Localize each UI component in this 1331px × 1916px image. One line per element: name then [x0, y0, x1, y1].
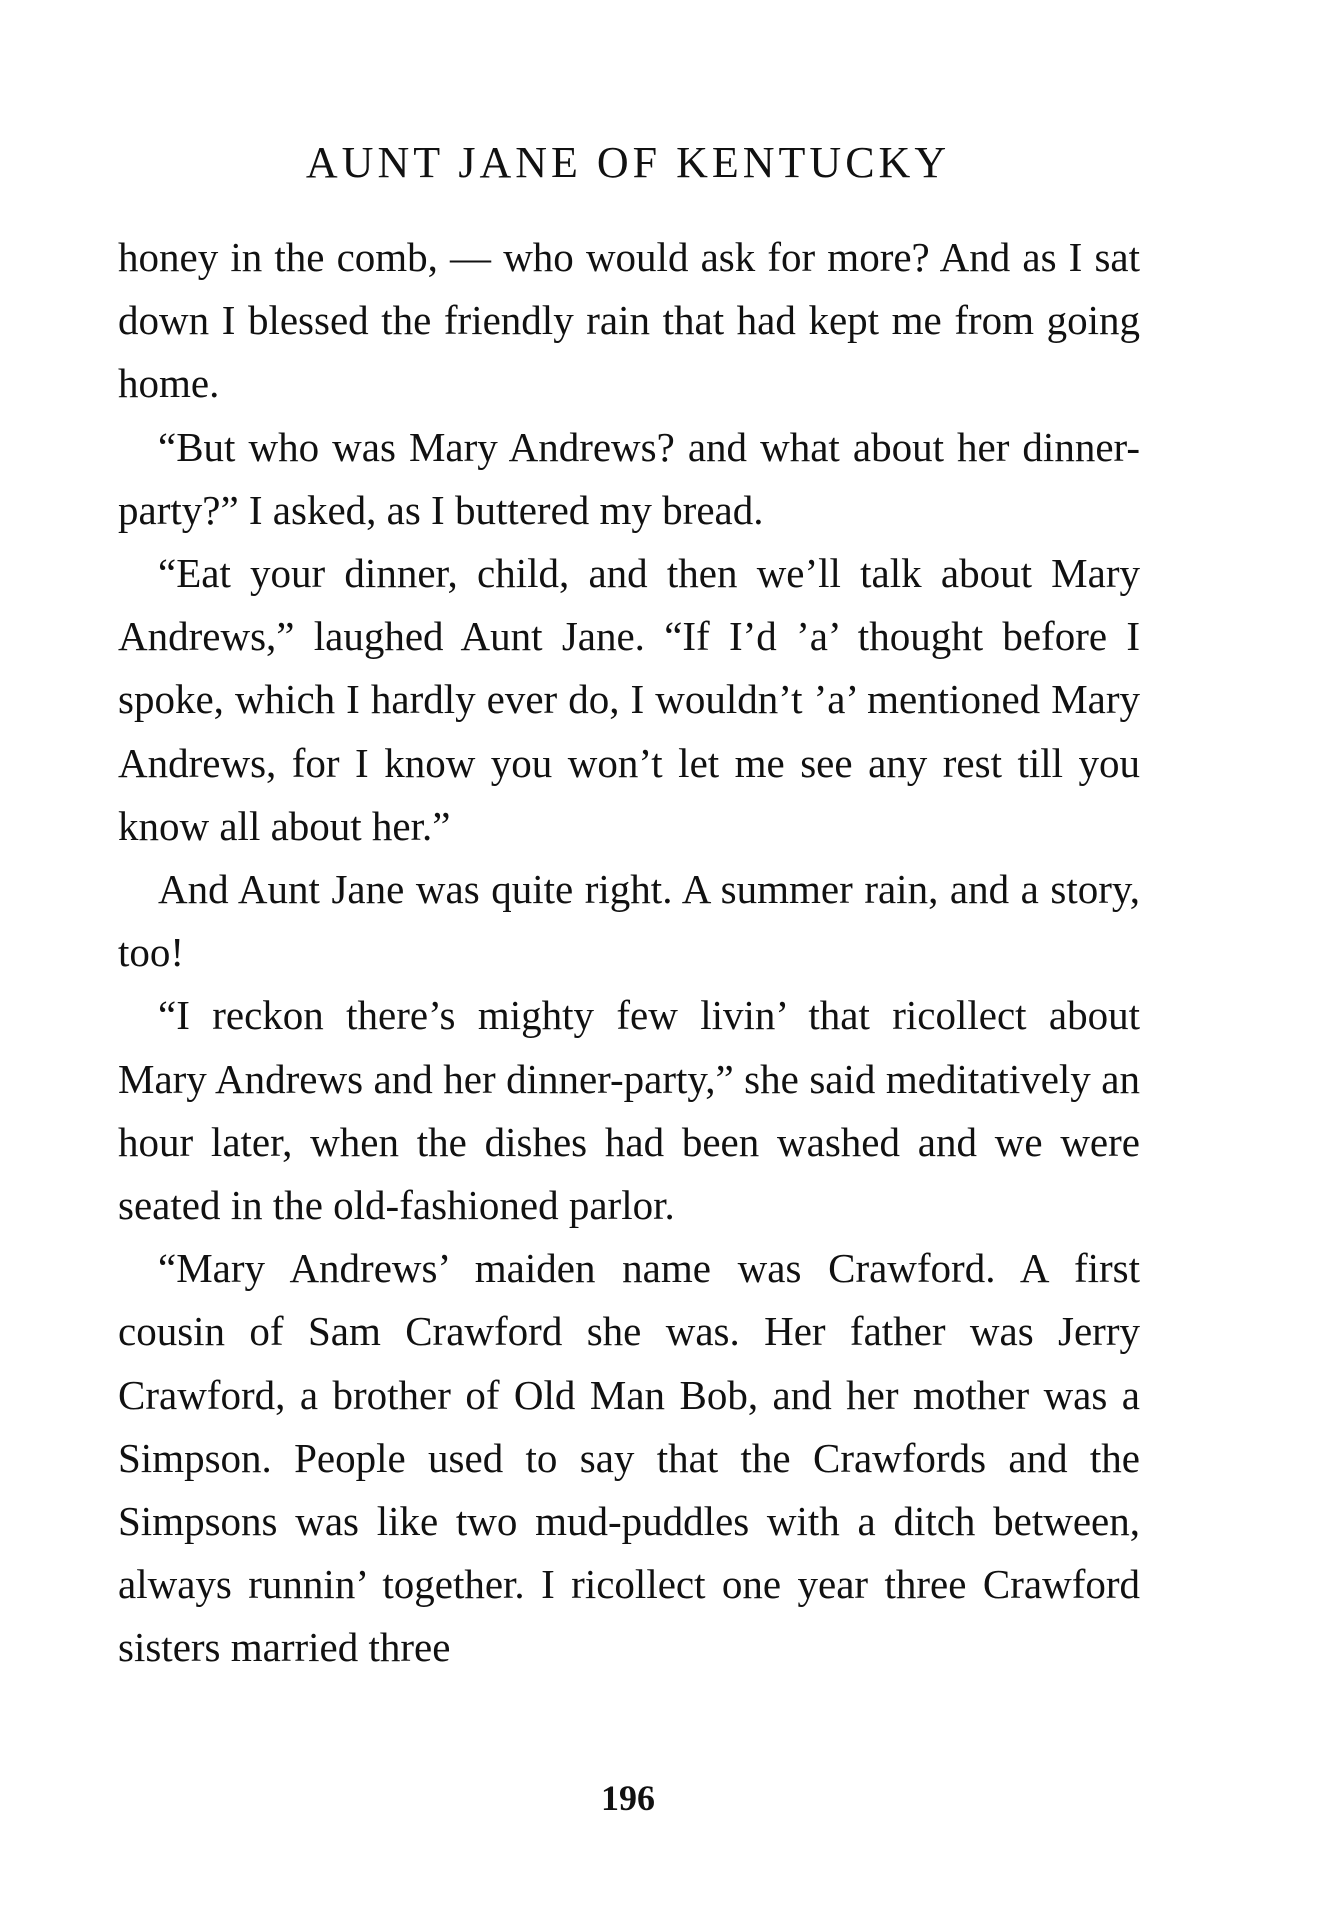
paragraph-4: And Aunt Jane was quite right. A summer rain, and a story, too! [118, 866, 1140, 976]
paragraph-6: “Mary Andrews’ maiden name was Crawford. A first cousin of Sam Crawford she was. Her father was Jerry Crawford, a brother of Old Man Bob, and her mother was a Simpson. People used to say that the Crawfords and the Simpsons was like two mud-puddles with a ditch between, always runnin’ together. I ricollect one year three Crawford sisters married three [118, 1245, 1140, 1671]
body-text [118, 226, 1140, 1680]
page-number: 196 [601, 1778, 655, 1818]
paragraph-1: honey in the comb, — who would ask for more? And as I sat down I blessed the friendly rain that had kept me from going home. [118, 234, 1140, 407]
paragraph-5: “I reckon there’s mighty few livin’ that ricollect about Mary Andrews and her dinner-party,” she said meditatively an hour later, when the dishes had been washed and we were seated in the old-fashioned parlor. [118, 992, 1140, 1229]
running-head: AUNT JANE OF KENTUCKY [305, 138, 951, 187]
paragraph-3: “Eat your dinner, child, and then we’ll talk about Mary Andrews,” laughed Aunt Jane. “If I’d ’a’ thought before I spoke, which I hardly ever do, I wouldn’t ’a’ mentioned Mary Andrews, for I know you won’t let me see any rest till you know all about her.” [118, 550, 1140, 849]
paragraph-2: “But who was Mary Andrews? and what about her dinner-party?” I asked, as I buttered my bread. [118, 423, 1140, 533]
